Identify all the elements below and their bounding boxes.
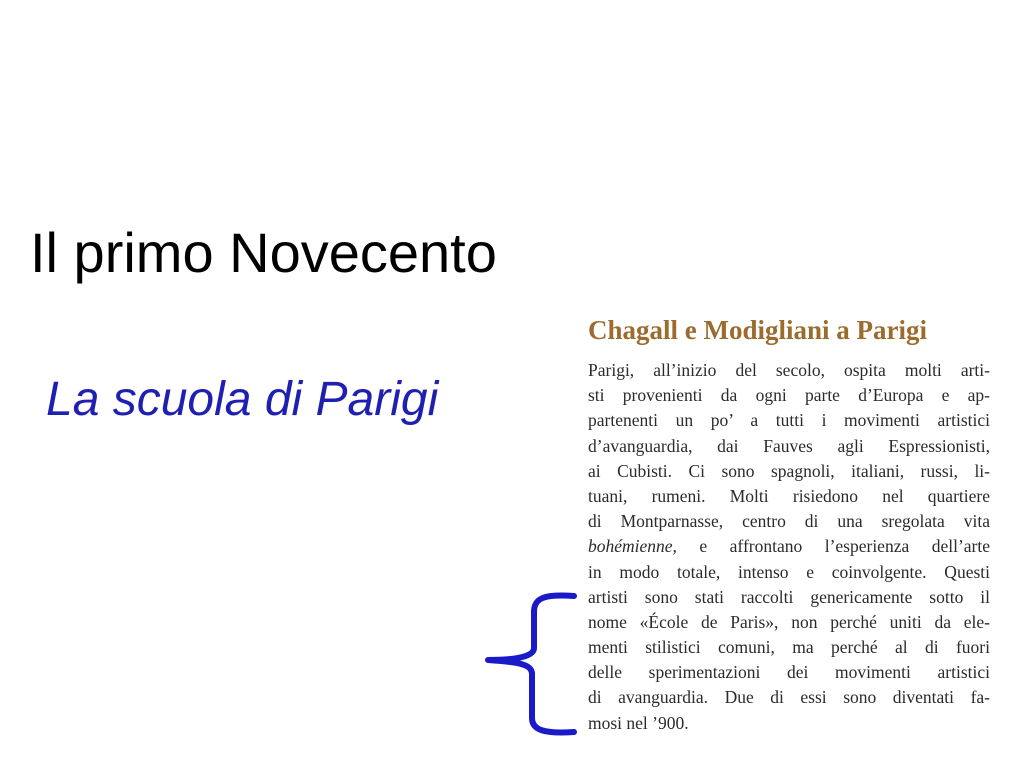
excerpt-line: di Montparnasse, centro di una sregolata vita — [588, 511, 990, 532]
book-excerpt — [578, 306, 996, 756]
excerpt-line: d’avanguardia, dai Fauves agli Espressionisti, — [588, 435, 990, 456]
excerpt-line: sti provenienti da ogni parte d’Europa e ap- — [588, 385, 990, 406]
excerpt-body — [588, 358, 990, 736]
excerpt-line: artisti sono stati raccolti genericamente sotto il — [588, 586, 990, 607]
excerpt-line: mosi nel ’900. — [588, 712, 689, 733]
excerpt-line: Parigi, all’inizio del secolo, ospita molti arti- — [588, 360, 990, 380]
excerpt-line-rest: e affrontano l’esperienza dell’arte — [699, 536, 991, 557]
excerpt-italic-word: bohémienne, — [588, 536, 677, 557]
excerpt-line: menti stilistici comuni, ma perché al di fuori — [588, 637, 990, 658]
excerpt-line: di avanguardia. Due di essi sono diventati fa- — [588, 687, 990, 708]
excerpt-line: ai Cubisti. Ci sono spagnoli, italiani, russi, li- — [588, 460, 990, 481]
slide-subtitle: La scuola di Parigi — [46, 373, 439, 426]
excerpt-line: partenenti un po’ a tutti i movimenti artistici — [588, 410, 990, 431]
excerpt-line: nome «École de Paris», non perché uniti da ele- — [588, 611, 990, 632]
curly-brace-stroke — [488, 596, 574, 733]
curly-brace-annotation — [482, 590, 582, 738]
excerpt-line: delle sperimentazioni dei movimenti artistici — [588, 662, 990, 683]
excerpt-line: tuani, rumeni. Molti risiedono nel quartiere — [588, 485, 990, 506]
slide-title: Il primo Novecento — [30, 221, 497, 284]
excerpt-line: in modo totale, intenso e coinvolgente. Questi — [588, 561, 990, 582]
excerpt-line — [588, 534, 990, 559]
excerpt-heading: Chagall e Modigliani a Parigi — [588, 315, 928, 345]
